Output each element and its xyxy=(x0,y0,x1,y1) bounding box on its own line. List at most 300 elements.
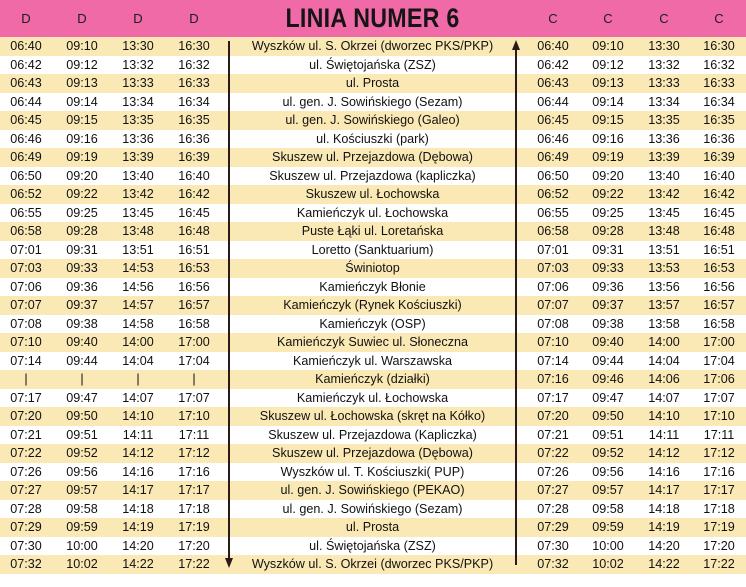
departure-time: 17:20 xyxy=(178,538,210,553)
page-title: LINIA NUMER 6 xyxy=(285,3,460,33)
departure-time: | xyxy=(192,372,196,386)
departure-time: 13:42 xyxy=(648,187,680,201)
table-row xyxy=(0,222,746,241)
departure-time: 09:47 xyxy=(66,390,98,405)
departure-time: 16:57 xyxy=(178,298,210,312)
table-row xyxy=(0,37,746,56)
departure-time: 07:16 xyxy=(537,372,569,386)
departure-time: 16:36 xyxy=(178,131,210,146)
stop-name: ul. Prosta xyxy=(345,76,400,90)
departure-time: 09:51 xyxy=(592,427,624,442)
departure-time: 16:57 xyxy=(703,298,735,312)
table-row xyxy=(0,352,746,371)
header-direction-label: C xyxy=(714,11,724,26)
departure-time: 07:06 xyxy=(10,279,42,294)
departure-time: 06:49 xyxy=(10,150,42,164)
departure-time: 09:58 xyxy=(592,501,624,516)
departure-time: 17:07 xyxy=(703,390,735,405)
departure-time: 06:50 xyxy=(10,168,42,183)
table-row xyxy=(0,167,746,186)
departure-time: 17:22 xyxy=(703,557,735,571)
table-row xyxy=(0,296,746,315)
departure-time: 07:08 xyxy=(537,316,569,331)
departure-time: 14:10 xyxy=(122,409,154,423)
departure-time: 14:20 xyxy=(122,538,154,553)
departure-time: 13:56 xyxy=(648,279,680,294)
departure-time: 09:40 xyxy=(66,335,98,349)
departure-time: 17:12 xyxy=(178,446,210,460)
departure-time: 07:17 xyxy=(537,390,569,405)
departure-time: 09:46 xyxy=(592,372,624,386)
departure-time: 09:31 xyxy=(66,242,98,257)
departure-time: 09:25 xyxy=(592,205,624,220)
departure-time: 16:56 xyxy=(178,279,210,294)
departure-time: 07:06 xyxy=(537,279,569,294)
departure-time: 09:44 xyxy=(66,353,98,368)
departure-time: 09:58 xyxy=(66,501,98,516)
stop-name: ul. Świętojańska (ZSZ) xyxy=(309,57,436,72)
departure-time: 09:38 xyxy=(66,316,98,331)
departure-time: 07:10 xyxy=(537,335,569,349)
departure-time: 17:17 xyxy=(178,483,210,497)
table-row xyxy=(0,130,746,149)
departure-time: 16:32 xyxy=(703,57,735,72)
departure-time: 16:56 xyxy=(703,279,735,294)
departure-time: 17:22 xyxy=(178,557,210,571)
departure-time: 07:29 xyxy=(537,520,569,534)
departure-time: 17:18 xyxy=(178,501,210,516)
departure-time: 14:04 xyxy=(648,353,680,368)
departure-time: 07:20 xyxy=(10,409,42,423)
table-row xyxy=(0,389,746,408)
departure-time: 17:11 xyxy=(703,427,735,442)
departure-time: 09:12 xyxy=(66,57,98,72)
departure-time: 16:30 xyxy=(178,39,210,53)
departure-time: 10:02 xyxy=(592,557,624,571)
departure-time: 07:26 xyxy=(10,464,42,479)
departure-time: 13:42 xyxy=(122,187,154,201)
departure-time: 13:48 xyxy=(648,224,680,238)
departure-time: 13:40 xyxy=(648,168,680,183)
table-row xyxy=(0,537,746,556)
departure-time: 06:46 xyxy=(10,131,42,146)
stop-name: ul. Prosta xyxy=(345,520,400,534)
departure-time: 13:39 xyxy=(648,150,680,164)
departure-time: 07:14 xyxy=(537,353,569,368)
departure-time: 10:00 xyxy=(66,538,98,553)
departure-time: 14:16 xyxy=(648,464,680,479)
departure-time: 17:20 xyxy=(703,538,735,553)
departure-time: 14:04 xyxy=(122,353,154,368)
departure-time: 16:34 xyxy=(178,94,210,109)
stop-name: Skuszew ul. Przejazdowa (Kapliczka) xyxy=(268,427,477,442)
departure-time: 09:20 xyxy=(66,168,98,183)
departure-time: 06:45 xyxy=(537,113,569,127)
departure-time: 16:51 xyxy=(178,242,210,257)
departure-time: 09:15 xyxy=(592,113,624,127)
departure-time: 09:14 xyxy=(66,94,98,109)
departure-time: 09:28 xyxy=(66,224,98,238)
departure-time: 07:07 xyxy=(537,298,569,312)
departure-time: 09:37 xyxy=(592,298,624,312)
stop-name: Skuszew ul. Przejazdowa (kapliczka) xyxy=(269,168,476,183)
stop-name: Skuszew ul. Przejazdowa (Dębowa) xyxy=(272,150,473,164)
stop-name: Skuszew ul. Przejazdowa (Dębowa) xyxy=(272,446,473,460)
departure-time: 13:53 xyxy=(648,261,680,275)
departure-time: 14:07 xyxy=(122,390,154,405)
stop-name: Skuszew ul. Łochowska xyxy=(305,187,440,201)
departure-time: 14:00 xyxy=(122,335,154,349)
departure-time: 07:21 xyxy=(10,427,42,442)
departure-time: 17:00 xyxy=(703,335,735,349)
departure-time: | xyxy=(80,372,84,386)
departure-time: 06:50 xyxy=(537,168,569,183)
departure-time: 07:08 xyxy=(10,316,42,331)
departure-time: 07:26 xyxy=(537,464,569,479)
departure-time: 17:04 xyxy=(703,353,735,368)
stop-name: Kamieńczyk ul. Łochowska xyxy=(296,390,449,405)
departure-time: 14:12 xyxy=(122,446,154,460)
departure-time: 06:49 xyxy=(537,150,569,164)
departure-time: | xyxy=(136,372,140,386)
departure-time: 16:40 xyxy=(178,168,210,183)
departure-time: 17:12 xyxy=(703,446,735,460)
departure-time: 07:32 xyxy=(537,557,569,571)
header-direction-label: C xyxy=(548,11,558,26)
departure-time: 16:53 xyxy=(178,261,210,275)
departure-time: 17:17 xyxy=(703,483,735,497)
departure-time: 06:58 xyxy=(537,224,569,238)
departure-time: 13:33 xyxy=(648,76,680,90)
departure-time: 13:34 xyxy=(648,94,680,109)
stop-name: Świniotop xyxy=(345,261,400,275)
stop-name: ul. gen. J. Sowińskiego (PEKAO) xyxy=(280,483,465,497)
departure-time: 14:22 xyxy=(648,557,680,571)
departure-time: 09:16 xyxy=(66,131,98,146)
departure-time: 09:59 xyxy=(66,520,98,534)
stop-name: Puste Łąki ul. Loretańska xyxy=(301,224,444,238)
timetable-header xyxy=(0,0,746,37)
departure-time: 13:36 xyxy=(648,131,680,146)
departure-time: 10:00 xyxy=(592,538,624,553)
stop-name: ul. gen. J. Sowińskiego (Sezam) xyxy=(282,501,463,516)
departure-time: 09:13 xyxy=(592,76,624,90)
departure-time: 13:58 xyxy=(648,316,680,331)
departure-time: 17:04 xyxy=(178,353,210,368)
departure-time: 13:39 xyxy=(122,150,154,164)
departure-time: 07:32 xyxy=(10,557,42,571)
departure-time: 06:42 xyxy=(10,57,42,72)
stop-name: Kamieńczyk ul. Warszawska xyxy=(292,353,453,368)
departure-time: 13:57 xyxy=(648,298,680,312)
departure-time: 17:19 xyxy=(703,520,735,534)
stop-name: Wyszków ul. S. Okrzei (dworzec PKS/PKP) xyxy=(251,39,494,53)
departure-time: 09:36 xyxy=(66,279,98,294)
departure-time: 13:35 xyxy=(648,113,680,127)
departure-time: 07:01 xyxy=(10,242,42,257)
departure-time: 16:48 xyxy=(178,224,210,238)
departure-time: 09:20 xyxy=(592,168,624,183)
departure-time: 14:10 xyxy=(648,409,680,423)
departure-time: 16:34 xyxy=(703,94,735,109)
departure-time: 09:50 xyxy=(66,409,98,423)
header-direction-label: D xyxy=(189,11,199,26)
departure-time: 16:42 xyxy=(178,187,210,201)
departure-time: 14:07 xyxy=(648,390,680,405)
table-row xyxy=(0,370,746,389)
departure-time: 06:44 xyxy=(10,94,42,109)
departure-time: 09:31 xyxy=(592,242,624,257)
departure-time: 16:45 xyxy=(703,205,735,220)
table-row xyxy=(0,444,746,463)
departure-time: 09:56 xyxy=(66,464,98,479)
table-row xyxy=(0,500,746,519)
table-row xyxy=(0,93,746,112)
departure-time: 09:14 xyxy=(592,94,624,109)
departure-time: 07:07 xyxy=(10,298,42,312)
header-direction-label: C xyxy=(659,11,669,26)
stop-name: Wyszków ul. T. Kościuszki( PUP) xyxy=(280,464,465,479)
departure-time: 14:06 xyxy=(648,372,680,386)
table-row xyxy=(0,278,746,297)
table-row xyxy=(0,426,746,445)
departure-time: 09:16 xyxy=(592,131,624,146)
stop-name: Kamieńczyk (Rynek Kościuszki) xyxy=(283,298,462,312)
departure-time: 16:48 xyxy=(703,224,735,238)
departure-time: 17:16 xyxy=(178,464,210,479)
departure-time: 07:10 xyxy=(10,335,42,349)
table-row xyxy=(0,241,746,260)
departure-time: 16:42 xyxy=(703,187,735,201)
departure-time: 13:48 xyxy=(122,224,154,238)
departure-time: 07:27 xyxy=(537,483,569,497)
departure-time: 17:18 xyxy=(703,501,735,516)
table-row xyxy=(0,74,746,93)
departure-time: 13:34 xyxy=(122,94,154,109)
table-row xyxy=(0,56,746,75)
departure-time: 09:10 xyxy=(66,39,98,53)
departure-time: 17:06 xyxy=(703,372,735,386)
departure-time: 13:36 xyxy=(122,131,154,146)
departure-time: 16:39 xyxy=(703,150,735,164)
departure-time: 07:28 xyxy=(537,501,569,516)
departure-time: 16:30 xyxy=(703,39,735,53)
departure-time: 09:33 xyxy=(66,261,98,275)
departure-time: 13:51 xyxy=(122,242,154,257)
departure-time: 09:51 xyxy=(66,427,98,442)
departure-time: 13:51 xyxy=(648,242,680,257)
departure-time: 06:58 xyxy=(10,224,42,238)
departure-time: 09:10 xyxy=(592,39,624,53)
departure-time: 06:43 xyxy=(10,76,42,90)
departure-time: 13:32 xyxy=(648,57,680,72)
departure-time: 09:50 xyxy=(592,409,624,423)
departure-time: 14:22 xyxy=(122,557,154,571)
departure-time: 16:32 xyxy=(178,57,210,72)
departure-time: 16:36 xyxy=(703,131,735,146)
departure-time: 13:45 xyxy=(648,205,680,220)
departure-time: 09:22 xyxy=(592,187,624,201)
departure-time: 14:12 xyxy=(648,446,680,460)
departure-time: 14:18 xyxy=(648,501,680,516)
departure-time: 06:43 xyxy=(537,76,569,90)
departure-time: 09:28 xyxy=(592,224,624,238)
departure-time: 17:00 xyxy=(178,335,210,349)
departure-time: 17:07 xyxy=(178,390,210,405)
departure-time: 09:56 xyxy=(592,464,624,479)
departure-time: 09:44 xyxy=(592,353,624,368)
departure-time: 16:58 xyxy=(178,316,210,331)
table-row xyxy=(0,333,746,352)
departure-time: 16:51 xyxy=(703,242,735,257)
stop-name: Wyszków ul. S. Okrzei (dworzec PKS/PKP) xyxy=(251,557,494,571)
departure-time: 09:36 xyxy=(592,279,624,294)
stop-name: Kamieńczyk Błonie xyxy=(319,279,426,294)
departure-time: 09:38 xyxy=(592,316,624,331)
departure-time: 09:19 xyxy=(592,150,624,164)
departure-time: 17:10 xyxy=(178,409,210,423)
departure-time: 06:55 xyxy=(537,205,569,220)
departure-time: 14:11 xyxy=(122,427,154,442)
departure-time: 14:19 xyxy=(648,520,680,534)
departure-time: 06:52 xyxy=(10,187,42,201)
stop-name: Kamieńczyk ul. Łochowska xyxy=(296,205,449,220)
departure-time: 09:47 xyxy=(592,390,624,405)
header-direction-label: D xyxy=(133,11,143,26)
departure-time: 17:19 xyxy=(178,520,210,534)
table-row xyxy=(0,518,746,537)
departure-time: 13:30 xyxy=(648,39,680,53)
table-row xyxy=(0,185,746,204)
departure-time: 09:52 xyxy=(592,446,624,460)
departure-time: 14:00 xyxy=(648,335,680,349)
table-row xyxy=(0,204,746,223)
table-row xyxy=(0,407,746,426)
departure-time: 06:40 xyxy=(10,39,42,53)
timetable-rows xyxy=(0,37,746,574)
stop-name: ul. Kościuszki (park) xyxy=(316,131,429,146)
departure-time: 06:55 xyxy=(10,205,42,220)
departure-time: 06:44 xyxy=(537,94,569,109)
departure-time: 16:33 xyxy=(703,76,735,90)
departure-time: 13:40 xyxy=(122,168,154,183)
departure-time: 16:35 xyxy=(703,113,735,127)
departure-time: 06:42 xyxy=(537,57,569,72)
departure-time: 07:27 xyxy=(10,483,42,497)
stop-name: Kamieńczyk (OSP) xyxy=(319,316,426,331)
stop-name: ul. gen. J. Sowińskiego (Galeo) xyxy=(285,113,460,127)
departure-time: 14:20 xyxy=(648,538,680,553)
departure-time: 17:10 xyxy=(703,409,735,423)
departure-time: 14:16 xyxy=(122,464,154,479)
departure-time: 13:35 xyxy=(122,113,154,127)
departure-time: 06:40 xyxy=(537,39,569,53)
header-direction-label: D xyxy=(77,11,87,26)
departure-time: 09:57 xyxy=(592,483,624,497)
stop-name: Loretto (Sanktuarium) xyxy=(311,242,434,257)
departure-time: 07:03 xyxy=(10,261,42,275)
table-row xyxy=(0,481,746,500)
departure-time: 09:25 xyxy=(66,205,98,220)
departure-time: 09:33 xyxy=(592,261,624,275)
departure-time: 09:52 xyxy=(66,446,98,460)
departure-time: 14:57 xyxy=(122,298,154,312)
departure-time: 09:12 xyxy=(592,57,624,72)
stop-name: ul. Świętojańska (ZSZ) xyxy=(309,538,436,553)
departure-time: 16:53 xyxy=(703,261,735,275)
departure-time: 07:30 xyxy=(10,538,42,553)
departure-time: 17:16 xyxy=(703,464,735,479)
table-row xyxy=(0,259,746,278)
departure-time: 09:37 xyxy=(66,298,98,312)
departure-time: 13:32 xyxy=(122,57,154,72)
departure-time: 14:18 xyxy=(122,501,154,516)
departure-time: 07:30 xyxy=(537,538,569,553)
departure-time: 07:14 xyxy=(10,353,42,368)
departure-time: 07:20 xyxy=(537,409,569,423)
departure-time: 09:59 xyxy=(592,520,624,534)
departure-time: 14:58 xyxy=(122,316,154,331)
departure-time: 16:40 xyxy=(703,168,735,183)
table-row xyxy=(0,555,746,574)
departure-time: 09:19 xyxy=(66,150,98,164)
departure-time: 06:52 xyxy=(537,187,569,201)
departure-time: 09:40 xyxy=(592,335,624,349)
departure-time: 13:45 xyxy=(122,205,154,220)
departure-time: 13:33 xyxy=(122,76,154,90)
departure-time: 07:28 xyxy=(10,501,42,516)
departure-time: 09:22 xyxy=(66,187,98,201)
header-direction-label: C xyxy=(603,11,613,26)
departure-time: 07:22 xyxy=(10,446,42,460)
departure-time: | xyxy=(24,372,28,386)
departure-time: 06:46 xyxy=(537,131,569,146)
stop-name: ul. gen. J. Sowińskiego (Sezam) xyxy=(282,94,463,109)
table-row xyxy=(0,111,746,130)
header-direction-label: D xyxy=(21,11,31,26)
table-row xyxy=(0,463,746,482)
departure-time: 06:45 xyxy=(10,113,42,127)
departure-time: 13:30 xyxy=(122,39,154,53)
departure-time: 07:01 xyxy=(537,242,569,257)
table-row xyxy=(0,148,746,167)
departure-time: 09:13 xyxy=(66,76,98,90)
departure-time: 07:03 xyxy=(537,261,569,275)
departure-time: 16:33 xyxy=(178,76,210,90)
departure-time: 16:45 xyxy=(178,205,210,220)
departure-time: 14:56 xyxy=(122,279,154,294)
departure-time: 14:11 xyxy=(648,427,680,442)
departure-time: 16:35 xyxy=(178,113,210,127)
departure-time: 14:53 xyxy=(122,261,154,275)
stop-name: Kamieńczyk (działki) xyxy=(315,372,430,386)
departure-time: 16:58 xyxy=(703,316,735,331)
stop-name: Kamieńczyk Suwiec ul. Słoneczna xyxy=(276,335,469,349)
departure-time: 16:39 xyxy=(178,150,210,164)
departure-time: 14:17 xyxy=(122,483,154,497)
departure-time: 10:02 xyxy=(66,557,98,571)
departure-time: 07:17 xyxy=(10,390,42,405)
departure-time: 14:17 xyxy=(648,483,680,497)
departure-time: 17:11 xyxy=(178,427,210,442)
stop-name: Skuszew ul. Łochowska (skręt na Kółko) xyxy=(259,409,486,423)
departure-time: 07:22 xyxy=(537,446,569,460)
table-row xyxy=(0,315,746,334)
departure-time: 07:21 xyxy=(537,427,569,442)
departure-time: 09:15 xyxy=(66,113,98,127)
departure-time: 09:57 xyxy=(66,483,98,497)
departure-time: 07:29 xyxy=(10,520,42,534)
